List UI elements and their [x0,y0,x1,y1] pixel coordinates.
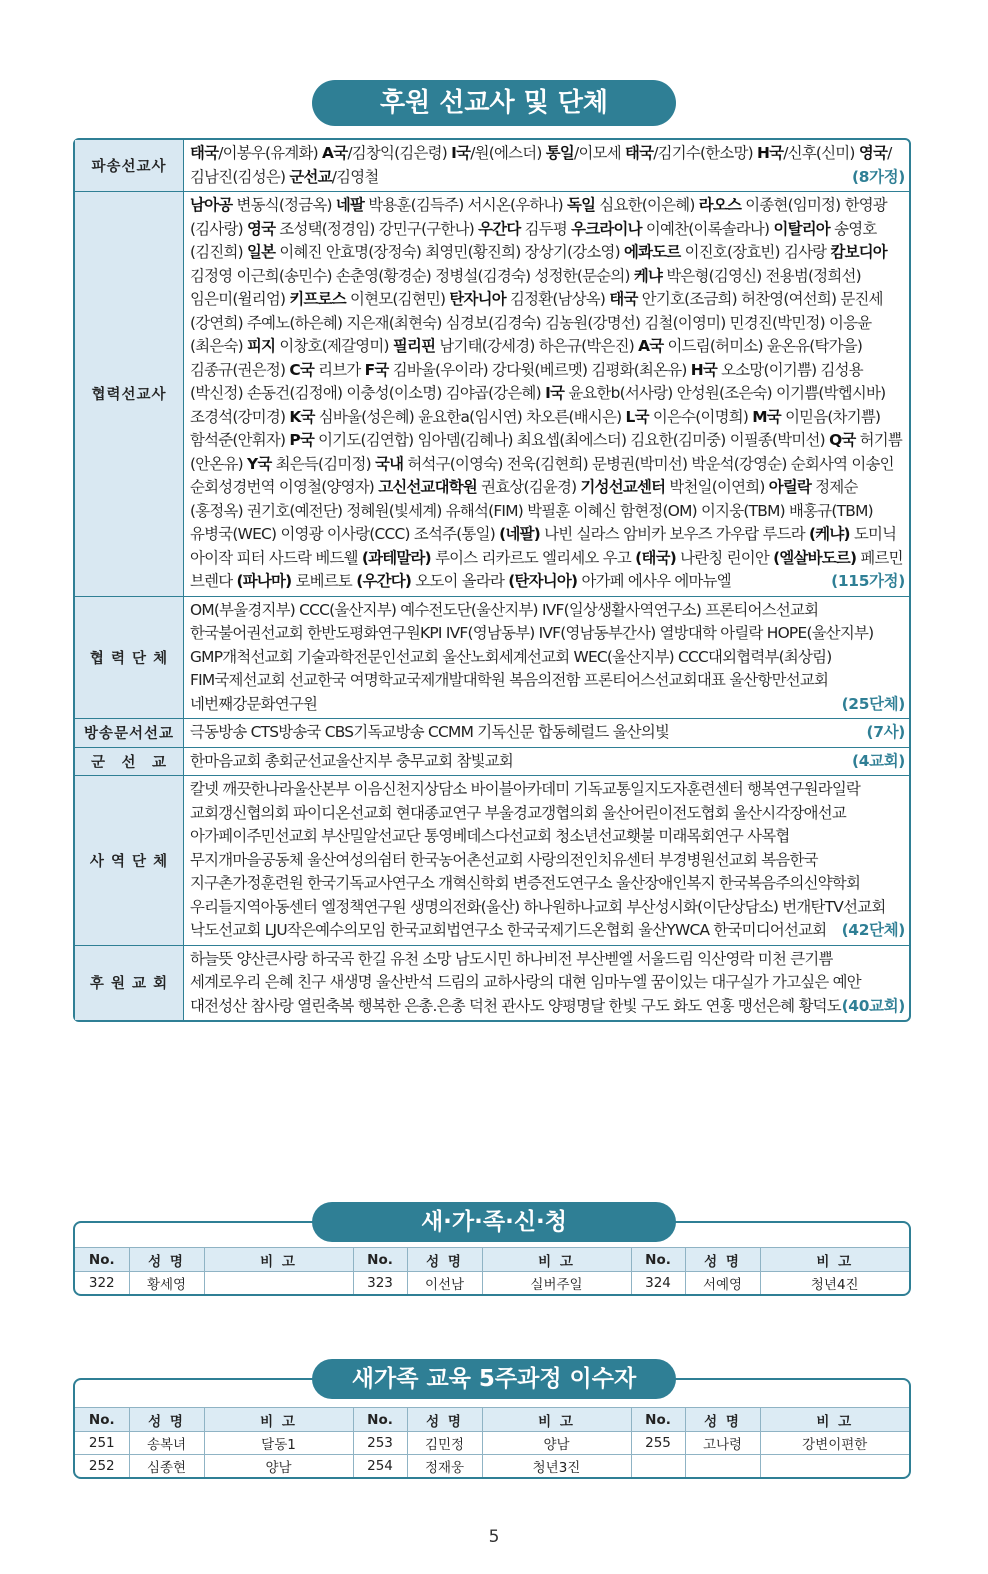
sponsor-row-content [184,597,909,719]
sponsor-row-content [184,776,909,945]
edu-title: 새가족 교육 5주과정 이수자 [312,1359,676,1399]
column-header: 비 고 [204,1248,353,1272]
column-header: No. [75,1408,129,1432]
table-cell: 청년3진 [482,1455,631,1478]
sponsor-row-text: 태국/이봉우(유계화) A국/김창익(김은령) I국/원(에스더) 통일/이모세 태국/김기수(한소망) H국/신후(신미) 영국/김남진(김성은) 군선교/김영철 [190,144,892,186]
column-header: 비 고 [760,1408,909,1432]
table-cell: 고나령 [685,1432,760,1455]
table-cell: 252 [75,1455,129,1478]
table-cell: 양남 [204,1455,353,1478]
sponsor-row-count: (7사) [866,723,905,741]
sponsor-row [75,596,909,719]
sponsor-row-text: 칼넷 깨끗한나라울산본부 이음신천지상담소 바이블아카데미 기독교통일지도자훈련센터 행복연구원라일락 교회갱신협의회 파이디온선교회 현대종교연구 부울경교갱협의회 울산어린이전도협회 울산시각장애선교 아가페이주민선교회 부산밀알선교단 통영베데스다선교회 청소년선교횃불 미래목회연구 사목협 무지개마을공동체 울산여성의쉼터 한국농어촌선교회 사랑의전인치유센터 부경병원선교회 복음한국 지구촌가정훈련원 한국기독교사연구소 개혁신학회 변증전도연구소 울산장애인복지 한국복음주의신약학회 우리들지역아동센터 엘정책연구원 생명의전화(울산) 하나원하나교회 부산성시화(이단상담소) 번개탄TV선교회 낙도선교회 LJU작은예수의모임 한국교회법연구소 한국국제기드온협회 울산YWCA 한국미디어선교회 [190,780,886,939]
sponsor-section-title: 후원 선교사 및 단체 [312,80,676,126]
table-cell [685,1455,760,1478]
column-header: 성 명 [407,1408,482,1432]
sponsor-row [75,945,909,1021]
sponsor-row-label: 협 력 단 체 [75,597,184,719]
column-header: 성 명 [685,1248,760,1272]
sponsor-row-content [184,140,909,191]
table-cell: 정재웅 [407,1455,482,1478]
table-cell [631,1455,685,1478]
table-cell [760,1455,909,1478]
table-cell: 251 [75,1432,129,1455]
column-header: No. [631,1408,685,1432]
table-cell: 322 [75,1272,129,1295]
sponsor-row [75,775,909,945]
sponsor-row [75,747,909,776]
table-cell: 청년4진 [760,1272,909,1295]
column-header: 성 명 [129,1408,204,1432]
column-header: 비 고 [760,1248,909,1272]
sponsor-row-text: 한마음교회 총회군선교울산지부 충무교회 참빛교회 [190,751,514,770]
table-cell: 실버주일 [482,1272,631,1295]
table-row [75,1272,909,1295]
newfamily-title: 새·가·족·신·청 [312,1202,676,1242]
table-cell: 달동1 [204,1432,353,1455]
sponsor-table [73,138,911,1022]
sponsor-row-count: (42단체) [841,921,905,939]
page-number: 5 [488,1527,500,1547]
sponsor-row-text: OM(부울경지부) CCC(울산지부) 예수전도단(울산지부) IVF(일상생활사역연구소) 프론티어스선교회 한국불어권선교회 한반도평화연구원KPI IVF(영남동부) IVF(영남동부간사) 열방대학 아릴락 HOPE(울산지부) GMP개척선교회 기술과학전문인선교회 울산노회세계선교회 WEC(울산지부) CCC대외협력부(최상림) FIM국제선교회 선교한국 여명학교국제개발대학원 복음의전함 프론티어스선교회대표 울산항만선교회 네번째강문화연구원 [190,600,874,713]
table-cell: 324 [631,1272,685,1295]
table-row [75,1432,909,1455]
sponsor-row-content [184,192,909,596]
column-header: No. [75,1248,129,1272]
table-header-row [75,1248,909,1272]
table-cell: 강변이편한 [760,1432,909,1455]
column-header: 성 명 [129,1248,204,1272]
table-header-row [75,1408,909,1432]
table-cell [204,1272,353,1295]
table-cell: 254 [353,1455,407,1478]
sponsor-row-count: (40교회) [841,996,905,1015]
table-cell: 송복녀 [129,1432,204,1455]
column-header: No. [353,1408,407,1432]
sponsor-row-count: (4교회) [851,751,905,770]
table-cell: 255 [631,1432,685,1455]
column-header: No. [353,1248,407,1272]
sponsor-row-content [184,748,909,776]
column-header: 성 명 [407,1248,482,1272]
table-cell: 김민정 [407,1432,482,1455]
sponsor-row-content [184,719,909,747]
newfamily-table [75,1247,909,1294]
sponsor-row-label: 사 역 단 체 [75,776,184,945]
table-cell: 이선남 [407,1272,482,1295]
edu-table [75,1407,909,1477]
column-header: 성 명 [685,1408,760,1432]
sponsor-row-label: 군 선 교 [75,748,184,776]
table-cell: 황세영 [129,1272,204,1295]
sponsor-row-label: 후 원 교 회 [75,946,184,1021]
column-header: 비 고 [204,1408,353,1432]
table-cell: 심종현 [129,1455,204,1478]
sponsor-row-count: (25단체) [841,694,905,713]
sponsor-row-count: (8가정) [851,167,905,186]
column-header: 비 고 [482,1248,631,1272]
column-header: No. [631,1248,685,1272]
table-row [75,1455,909,1478]
sponsor-row-text: 남아공 변동식(정금옥) 네팔 박용훈(김득주) 서시온(우하나) 독일 심요한(이은혜) 라오스 이종현(임미정) 한영광(김사랑) 영국 조성택(정경임) 강민구(구한나) 우간다 김두평 우크라이나 이예찬(이록솔라나) 이탈리아 송영호(김진희) 일본 이혜진 안효명(장정숙) 최영민(황진희) 장상기(강소영) 에콰도르 이진호(장효빈) 김사랑 캄보디아 김정영 이근희(송민수) 손춘영(황경순) 정병설(김경숙) 성정한(문순의) 케냐 박은형(김영신) 전용범(정희선) 임은미(윌리엄) 키프로스 이현모(김현민) 탄자니아 김정환(남상옥) 태국 안기호(조금희) 허찬영(여선희) 문진세(강연희) 주예노(하은혜) 지은재(최현숙) 심경보(김경숙) 김농원(강명선) 김철(이영미) 민경진(박민정) 이응윤(최은숙) 피지 이창호(제갈영미) 필리핀 남기태(강세경) 하은규(박은진) A국 이드림(허미소) 윤온유(탁가을) 김종규(권은정) C국 리브가 F국 김바울(우이라) 강다윗(베르멧) 김평화(최온유) H국 오소망(이기쁨) 김성용(박신정) 손동건(김정애) 이충성(이소명) 김야곱(강은혜) I국 윤요한b(서사랑) 안성원(조은숙) 이기쁨(박헵시바) 조경석(강미경) K국 심바울(성은혜) 윤요한a(임시연) 차오른(배시은) L국 이은수(이명희) M국 이믿음(차기쁨) 함석준(안휘자) P국 이기도(김연합) 임아뎀(김혜나) 최요셉(최에스더) 김요한(김미중) 이필종(박미선) Q국 허기쁨(안온유) Y국 최은득(김미정) 국내 허석구(이영숙) 전욱(김현희) 문병권(박미선) 박운석(강영순) 순회사역 이송인 순회성경번역 이영철(양영자) 고신선교대학원 권효상(김윤경) 기성선교센터 박천일(이연희) 아릴락 정제순(홍정옥) 권기호(예전단) 정혜원(빛세계) 유해석(FIM) 박필훈 이혜신 함현정(OM) 이지웅(TBM) 배홍규(TBM) 유병국(WEC) 이영광 이사랑(CCC) 조석주(통일) (네팔) 나빈 실라스 암비카 보우즈 가우랍 루드라 (케냐) 도미닉 아이작 피터 사드락 베드웰 (과테말라) 루이스 리카르도 엘리세오 우고 (태국) 나란칭 린이안 (엘살바도르) 페르민 브렌다 (파나마) 로베르토 (우간다) 오도이 올라라 (탄자니아) 아가페 에사우 에마뉴엘 [190,196,903,590]
sponsor-row [75,191,909,596]
table-cell: 양남 [482,1432,631,1455]
table-cell: 323 [353,1272,407,1295]
table-cell: 서예영 [685,1272,760,1295]
column-header: 비 고 [482,1408,631,1432]
sponsor-row-text: 하늘뜻 양산큰사랑 하국곡 한길 유천 소망 남도시민 하나비전 부산벧엘 서울드림 익산영락 미천 큰기쁨 세계로우리 은혜 친구 새생명 울산반석 드림의 교하사랑의 대현 임마누엘 꿈이있는 대구실가 가고싶은 예안 대전성산 참사랑 열린축복 행복한 은총.은총 덕천 관사도 양평명달 한빛 구도 화도 연홍 맹선은혜 황덕도 [190,949,861,1015]
sponsor-row-text: 극동방송 CTS방송국 CBS기독교방송 CCMM 기독신문 합동헤럴드 울산의빛 [190,723,670,741]
sponsor-row-label: 파송선교사 [75,140,184,191]
sponsor-row-label: 방송문서선교 [75,719,184,747]
sponsor-row-label: 협력선교사 [75,192,184,596]
sponsor-row-count: (115가정) [831,572,905,590]
sponsor-row-content [184,946,909,1021]
table-cell: 253 [353,1432,407,1455]
sponsor-row [75,718,909,747]
sponsor-row [75,140,909,191]
